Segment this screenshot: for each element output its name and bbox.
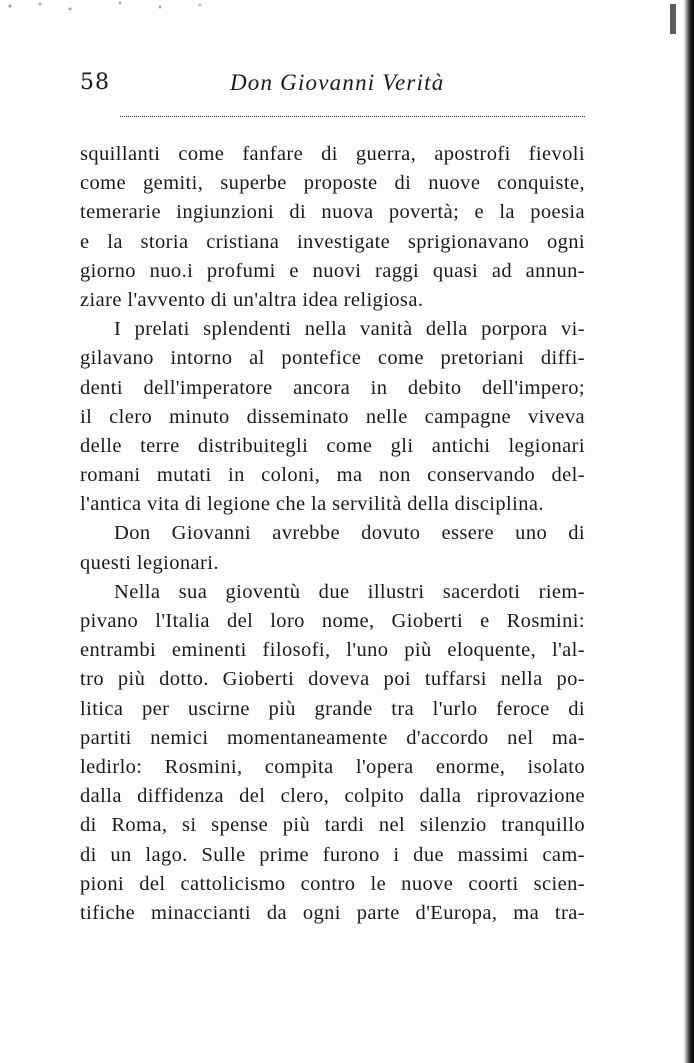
text-line: ledirlo: Rosmini, compita l'opera enorme, isolato [80,755,585,778]
running-head [80,70,585,100]
text-line: l'antica vita di legione che la servilità della disciplina. [80,493,544,516]
text-line: questi legionari. [80,551,219,574]
text-line: gilavano intorno al pontefice come pretoriani diffi- [80,347,585,370]
text-line: partiti nemici momentaneamente d'accordo nel ma- [80,726,585,749]
text-line: temerarie ingiunzioni di nuova povertà; e la poesia [80,201,585,224]
text-line: denti dell'imperatore ancora in debito dell'impero; [80,376,585,399]
text-line: Nella sua gioventù due illustri sacerdoti riem- [114,580,585,603]
text-line: Don Giovanni avrebbe dovuto essere uno di [114,522,585,545]
text-line: tifiche minaccianti da ogni parte d'Europa, ma tra- [80,901,585,924]
text-line: ziare l'avvento di un'altra idea religiosa. [80,288,424,311]
text-line: I prelati splendenti nella vanità della porpora vi- [114,318,585,341]
scan-edge-mark [670,4,676,34]
text-line: squillanti come fanfare di guerra, apostrofi fievoli [80,143,585,165]
text-line: il clero minuto disseminato nelle campagne viveva [80,405,585,428]
text-line: romani mutati in coloni, ma non conservando del- [80,464,585,487]
body-text [80,140,585,928]
text-line: come gemiti, superbe proposte di nuove conquiste, [80,172,585,195]
scan-speckle [0,0,220,22]
text-line: dalla diffidenza del clero, colpito dalla riprovazione [80,785,585,808]
text-line: di Roma, si spense più tardi nel silenzio tranquillo [80,814,585,837]
header-rule [120,116,585,117]
running-title: Don Giovanni Verità [230,70,445,95]
page-edge-shadow [684,0,694,1063]
text-line: tro più dotto. Gioberti doveva poi tuffarsi nella po- [80,668,585,691]
text-line: pioni del cattolicismo contro le nuove coorti scien- [80,872,585,895]
text-line: litica per uscirne più grande tra l'urlo feroce di [80,697,585,720]
text-line: di un lago. Sulle prime furono i due massimi cam- [80,843,585,866]
text-line: entrambi eminenti filosofi, l'uno più eloquente, l'al- [80,639,585,662]
page-number: 58 [80,70,110,95]
text-line: giorno nuo.i profumi e nuovi raggi quasi ad annun- [80,259,585,282]
text-line: pivano l'Italia del loro nome, Gioberti e Rosmini: [80,610,585,632]
text-line: e la storia cristiana investigate sprigionavano ogni [80,230,585,253]
text-line: delle terre distribuitegli come gli antichi legionari [80,434,585,457]
